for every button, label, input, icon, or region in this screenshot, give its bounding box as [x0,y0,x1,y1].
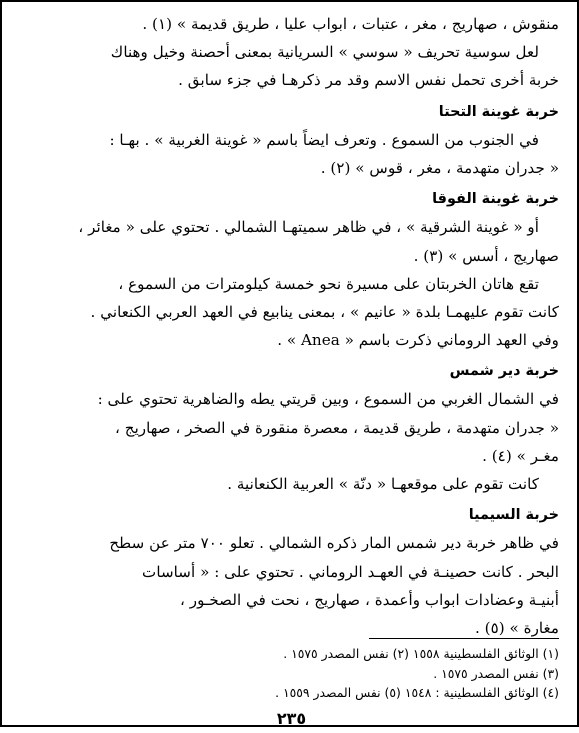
text-line: لعل سوسية تحريف « سوسي » السريانية بمعنى أحصنة وخيل وهناك [110,43,539,62]
text-line: صهاريج ، أسس » (٣) . [413,246,559,265]
text-line: في الشمال الغربي من السموع ، وبين قريتي يطه والضاهرية تحتوي على : [97,390,559,409]
paragraph [24,529,559,642]
text-line: منقوش ، صهاريج ، مغر ، عتبات ، ابواب عليا ، طريق قديمة » (١) . [142,15,559,33]
text-line: أبنيـة وعضادات ابواب وأعمدة ، صهاريج ، نحت في الصخـور ، [180,590,559,609]
text-line: وفي العهد الروماني ذكرت باسم « Anea » . [277,331,559,350]
paragraph [24,270,559,355]
document-page [24,10,559,728]
text-line: « جدران متهدمة ، مغر ، قوس » (٢) . [320,158,559,177]
paragraph [24,385,559,470]
section-heading: خربة غوينة الفوقا [432,191,559,208]
text-line: في ظاهر خربة دير شمس المار ذكره الشمالي . تعلو ٧٠٠ متر عن سطح [109,534,559,553]
paragraph [24,10,559,95]
text-line: كانت تقوم على موقعهـا « دنّة » العربية الكنعانية . [227,475,539,493]
text-line: مغارة » (٥) . [474,618,559,637]
footnotes [24,644,559,703]
paragraph [24,126,559,182]
section-heading: خربة غوينة التحتا [438,103,559,120]
text-line: « جدران متهدمة ، طريق قديمة ، معصرة منقورة في الصخر ، صهاريج ، [115,418,559,437]
text-line: كانت تقوم عليهمـا بلدة « عانيم » ، بمعنى ينابيع في العهد العربي الكنعاني . [90,302,559,321]
text-line: تقع هاتان الخربتان على مسيرة نحو خمسة كيلومترات من السموع ، [118,274,539,293]
page-number: ٢٣٥ [276,709,307,728]
footnote: (٤) الوثائق الفلسطينية : ١٥٤٨ (٥) نفس المصدر ١٥٥٩ . [275,685,559,700]
footnote-divider [369,638,559,639]
paragraph [24,470,559,498]
text-line: البحر . كانت حصينـة في العهـد الروماني . تحتوي على : « أساسات [142,562,559,581]
section-heading: خربة السيميا [468,507,559,524]
text-line: في الجنوب من السموع . وتعرف ايضاً باسم « غوينة الغربية » . بهـا : [109,130,539,149]
text-line: خربة أخرى تحمل نفس الاسم وقد مر ذكرهـا في جزء سابق . [178,71,559,90]
section-heading: خربة دير شمس [449,363,559,380]
footnote: (٣) نفس المصدر ١٥٧٥ . [433,665,559,681]
text-line: مغـر » (٤) . [482,446,559,465]
text-line: أو « غوينة الشرقية » ، في ظاهر سميتهـا الشمالي . تحتوي على « مغائر ، [78,218,539,237]
paragraph [24,213,559,269]
footnote: (١) الوثائق الفلسطينية ١٥٥٨ (٢) نفس المصدر ١٥٧٥ . [283,646,559,661]
